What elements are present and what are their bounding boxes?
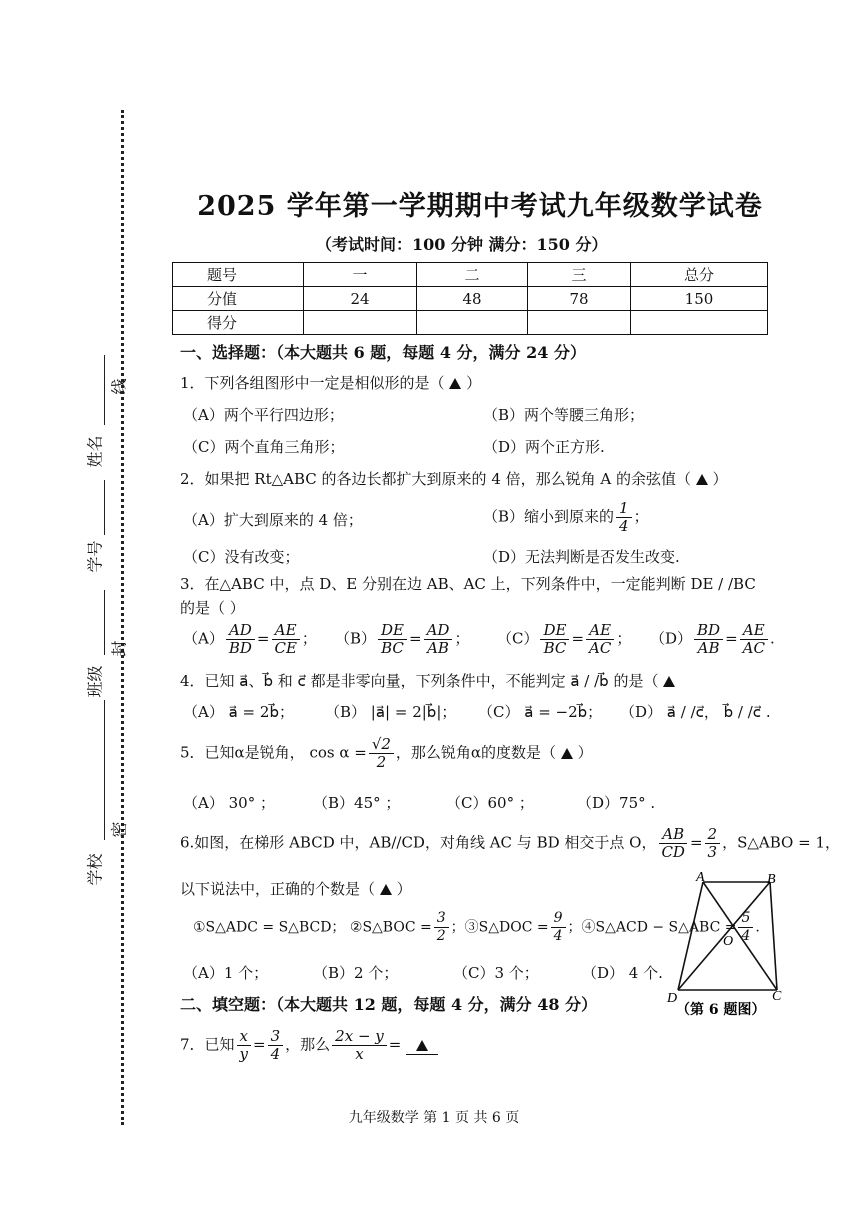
triangle-answer-icon bbox=[663, 676, 675, 687]
section1-heading: 一、选择题：（本大题共 6 题，每题 4 分，满分 24 分） bbox=[180, 343, 586, 362]
q5-stem: 5．已知α是锐角， cos α = $\frac{√2}{2}$ ，那么锐角α的度数是（ ） bbox=[180, 735, 593, 771]
fraction: $\frac{AB}{CD}$ bbox=[658, 826, 688, 861]
q6-stem2: 以下说法中，正确的个数是（ ） bbox=[180, 880, 412, 898]
figure-caption: （第 6 题图） bbox=[676, 1002, 766, 1018]
fraction: $\frac{AE}{AC}$ bbox=[586, 622, 614, 657]
point-label-c: C bbox=[772, 989, 782, 1004]
q2-option-a: （A）扩大到原来的 4 倍； bbox=[183, 511, 363, 529]
q4-option-d: （D） a⃗ / /c⃗， b⃗ / /c⃗ . bbox=[620, 703, 771, 721]
school-underline bbox=[104, 700, 105, 840]
q1-stem: 1．下列各组图形中一定是相似形的是（ ） bbox=[180, 374, 482, 392]
triangle-answer-icon bbox=[696, 474, 708, 485]
table-cell: 题号 bbox=[173, 263, 304, 287]
q3-option-b: （B） $\frac{DE}{BC}$ = $\frac{AD}{AB}$ ； bbox=[335, 621, 470, 657]
q1-option-a: （A）两个平行四边形； bbox=[183, 406, 344, 424]
table-cell: 150 bbox=[631, 287, 768, 311]
table-row bbox=[173, 287, 768, 311]
binding-label-class: 班级 bbox=[85, 665, 105, 698]
fraction: $\frac{1}{4}$ bbox=[616, 500, 632, 535]
fraction: $\frac{x}{y}$ bbox=[237, 1028, 251, 1063]
q2-stem: 2．如果把 Rt△ABC 的各边长都扩大到原来的 4 倍，那么锐角 A 的余弦值（ ） bbox=[180, 470, 728, 488]
q2-option-c: （C）没有改变； bbox=[183, 548, 300, 566]
table-row bbox=[173, 311, 768, 335]
q4-option-c: （C） a⃗ = −2b⃗； bbox=[478, 703, 603, 721]
q3-stem: 3．在△ABC 中，点 D、E 分别在边 AB、AC 上，下列条件中，一定能判断 DE / /BC bbox=[180, 575, 756, 593]
section2-heading: 二、填空题：（本大题共 12 题，每题 4 分，满分 48 分） bbox=[180, 995, 598, 1014]
q3-option-c: （C） $\frac{DE}{BC}$ = $\frac{AE}{AC}$ ； bbox=[497, 621, 632, 657]
q6-option-a: （A）1 个； bbox=[183, 964, 269, 982]
fraction: $\frac{√2}{2}$ bbox=[369, 736, 394, 771]
fraction: $\frac{2}{3}$ bbox=[705, 826, 721, 861]
fraction: $\frac{3}{2}$ bbox=[434, 910, 449, 945]
table-cell: 24 bbox=[304, 287, 417, 311]
fraction: $\frac{AE}{CE}$ bbox=[271, 622, 299, 657]
answer-blank[interactable] bbox=[406, 1036, 438, 1055]
point-label-d: D bbox=[667, 991, 678, 1006]
q7-stem: 7．已知 $\frac{x}{y}$ = $\frac{3}{4}$ ，那么 $\frac{2x - y}{x}$ = bbox=[180, 1028, 438, 1063]
fraction: $\frac{DE}{BC}$ bbox=[378, 622, 407, 657]
fraction: $\frac{2x - y}{x}$ bbox=[332, 1028, 387, 1063]
binding-label-school: 学校 bbox=[85, 853, 105, 886]
binding-label-xian: 线 bbox=[109, 378, 129, 395]
q6-option-d: （D） 4 个. bbox=[582, 964, 663, 982]
point-label-o: O bbox=[723, 934, 734, 949]
q5-option-b: （B）45° ； bbox=[313, 794, 401, 812]
name-underline bbox=[104, 355, 105, 425]
q3-option-a: （A） $\frac{AD}{BD}$ = $\frac{AE}{CE}$ ； bbox=[183, 621, 317, 657]
table-cell: 48 bbox=[417, 287, 528, 311]
q4-option-a: （A） a⃗ = 2b⃗； bbox=[183, 703, 294, 721]
triangle-answer-icon bbox=[380, 884, 392, 895]
table-cell: 分值 bbox=[173, 287, 304, 311]
score-table bbox=[172, 262, 768, 335]
q2-option-d: （D）无法判断是否发生改变. bbox=[483, 548, 680, 566]
table-cell: 一 bbox=[304, 263, 417, 287]
binding-label-name: 姓名 bbox=[85, 435, 105, 468]
exam-title: 2025 学年第一学期期中考试九年级数学试卷 bbox=[197, 191, 763, 222]
binding-label-id: 学号 bbox=[85, 540, 105, 573]
trapezoid-figure bbox=[660, 872, 790, 1018]
fraction: $\frac{AD}{BD}$ bbox=[226, 622, 255, 657]
fraction: $\frac{BD}{AB}$ bbox=[694, 622, 723, 657]
table-cell: 78 bbox=[528, 287, 631, 311]
q6-option-c: （C）3 个； bbox=[453, 964, 539, 982]
q6-option-b: （B）2 个； bbox=[313, 964, 399, 982]
binding-dotted-line bbox=[121, 110, 124, 1125]
binding-label-feng: 封 bbox=[109, 640, 129, 657]
q5-option-d: （D）75° . bbox=[577, 794, 656, 812]
q1-option-b: （B）两个等腰三角形； bbox=[483, 406, 645, 424]
score-input-cell[interactable] bbox=[304, 311, 417, 335]
fraction: $\frac{9}{4}$ bbox=[551, 910, 566, 945]
id-underline bbox=[104, 480, 105, 535]
binding-label-mi: 密 bbox=[109, 821, 129, 838]
fraction: $\frac{AE}{AC}$ bbox=[740, 622, 768, 657]
class-underline bbox=[104, 590, 105, 655]
q5-option-a: （A） 30° ； bbox=[183, 794, 275, 812]
q1-option-c: （C）两个直角三角形； bbox=[183, 438, 345, 456]
fraction: $\frac{5}{4}$ bbox=[738, 910, 753, 945]
page-footer: 九年级数学 第 1 页 共 6 页 bbox=[348, 1110, 520, 1126]
q3-option-d: （D） $\frac{BD}{AB}$ = $\frac{AE}{AC}$ . bbox=[650, 621, 775, 657]
score-input-cell[interactable] bbox=[631, 311, 768, 335]
table-cell: 得分 bbox=[173, 311, 304, 335]
table-cell: 三 bbox=[528, 263, 631, 287]
point-label-a: A bbox=[696, 872, 705, 885]
triangle-answer-icon bbox=[416, 1040, 428, 1051]
table-cell: 总分 bbox=[631, 263, 768, 287]
q4-stem: 4．已知 a⃗、b⃗ 和 c⃗ 都是非零向量，下列条件中，不能判定 a⃗ / /b⃗ 的是（ bbox=[180, 670, 675, 691]
q6-stem: 6.如图，在梯形 ABCD 中，AB//CD，对角线 AC 与 BD 相交于点 O， $\frac{AB}{CD}$ = $\frac{2}{3}$ ，S△ABO = 1， bbox=[180, 825, 840, 861]
q4-option-b: （B） |a⃗| = 2|b⃗|； bbox=[325, 703, 457, 721]
triangle-answer-icon bbox=[561, 748, 573, 759]
q1-option-d: （D）两个正方形. bbox=[483, 438, 605, 456]
q6-statements: ①S△ADC = S△BCD； ②S△BOC = $\frac{3}{2}$ ；③S△DOC = $\frac{9}{4}$ ；④S△ACD − S△ABC = $\frac{5}{4}$ . bbox=[193, 910, 760, 944]
fraction: $\frac{AD}{AB}$ bbox=[424, 622, 453, 657]
triangle-answer-icon bbox=[449, 378, 461, 389]
score-input-cell[interactable] bbox=[417, 311, 528, 335]
point-label-b: B bbox=[767, 872, 776, 887]
fraction: $\frac{3}{4}$ bbox=[268, 1028, 284, 1063]
q5-option-c: （C）60° ； bbox=[446, 794, 534, 812]
table-row bbox=[173, 263, 768, 287]
fraction: $\frac{DE}{BC}$ bbox=[540, 622, 569, 657]
q3-stem2: 的是（ ） bbox=[180, 599, 245, 617]
exam-subtitle: （考试时间：100 分钟 满分：150 分） bbox=[316, 235, 608, 254]
q2-option-b: （B）缩小到原来的 $\frac{1}{4}$ ； bbox=[483, 499, 649, 535]
score-input-cell[interactable] bbox=[528, 311, 631, 335]
table-cell: 二 bbox=[417, 263, 528, 287]
